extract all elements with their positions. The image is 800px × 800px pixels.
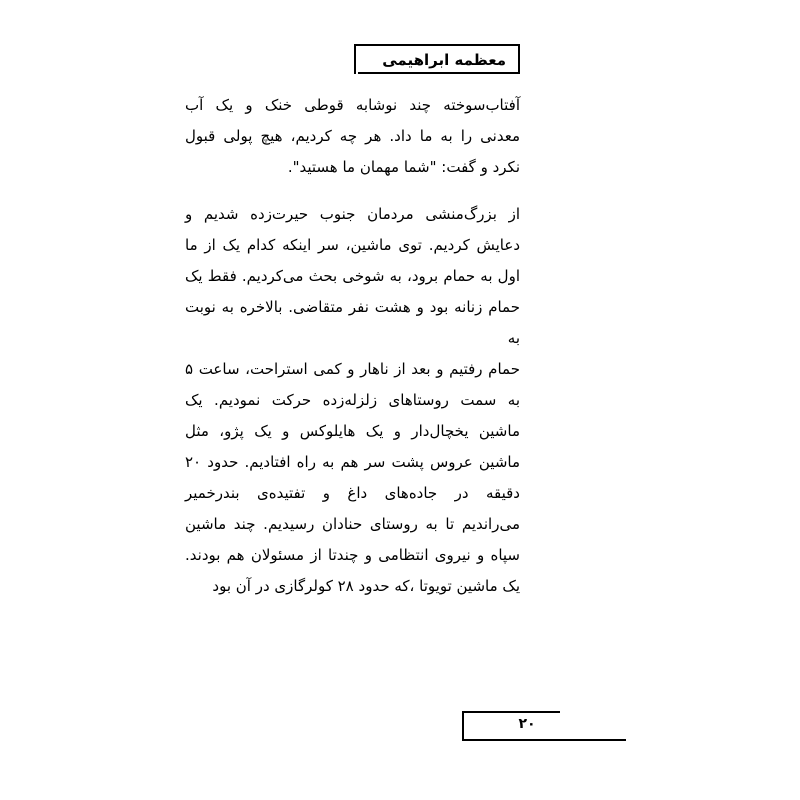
text-line: ماشین یخچال‌دار و یک هایلوکس و یک پژو، مثل	[185, 422, 520, 440]
text-line: اول به حمام برود، به شوخی بحث می‌کردیم. فقط یک	[185, 267, 520, 285]
text-line: دعایش کردیم. توی ماشین، سر اینکه کدام یک از ما	[185, 236, 520, 254]
author-name: معظمه ابراهیمی	[382, 51, 506, 69]
text-line: حمام زنانه بود و هشت نفر متقاضی. بالاخره به نوبت به	[185, 298, 520, 347]
text-line: سپاه و نیروی انتظامی و چندتا از مسئولان هم بودند.	[185, 546, 520, 564]
text-line: ماشین عروس پشت سر هم به راه افتادیم. حدود ۲۰	[185, 453, 520, 471]
header-rule	[358, 72, 520, 74]
text-line: از بزرگ‌منشی مردمان جنوب حیرت‌زده شدیم و	[185, 205, 520, 223]
text-line: یک ماشین تویوتا ،که حدود ۲۸ کولرگازی در آن بود	[212, 577, 520, 595]
text-line: به سمت روستاهای زلزله‌زده حرکت نمودیم. یک	[185, 391, 520, 409]
page-number: ۲۰	[518, 716, 536, 732]
running-header	[354, 44, 520, 74]
paragraph-1	[185, 90, 520, 183]
text-line: معدنی را به ما داد. هر چه کردیم، هیچ پولی قبول	[185, 127, 520, 145]
page-body	[185, 90, 520, 602]
text-line: نکرد و گفت: "شما مهمان ما هستید".	[287, 158, 520, 176]
text-line: حمام رفتیم و بعد از ناهار و کمی استراحت، ساعت ۵	[185, 360, 520, 378]
paragraph-gap	[185, 183, 520, 199]
text-line: دقیقه در جاده‌های داغ و تفتیده‌ی بندرخمیر	[185, 484, 520, 502]
text-line: آفتاب‌سوخته چند نوشابه قوطی خنک و یک آب	[185, 96, 520, 114]
text-line: می‌راندیم تا به روستای حنادان رسیدیم. چند ماشین	[185, 515, 520, 533]
paragraph-2	[185, 199, 520, 602]
page-number-box	[462, 711, 626, 741]
